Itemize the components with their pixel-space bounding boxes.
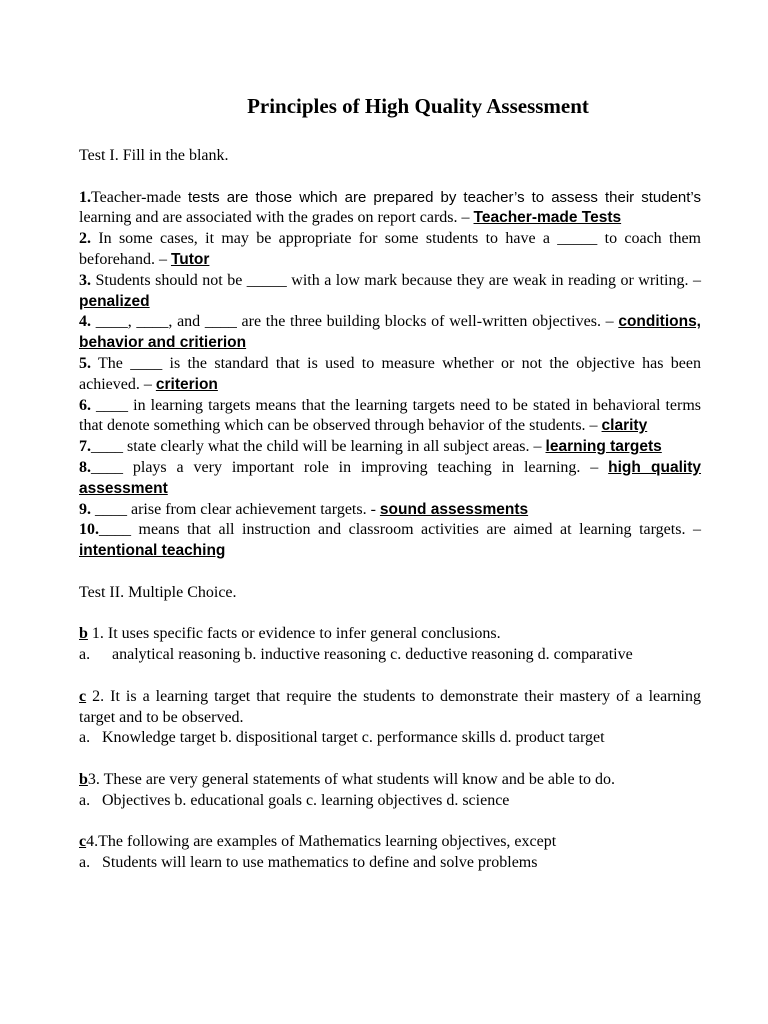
question-stem: b 1. It uses specific facts or evidence to infer general conclusions. — [79, 625, 501, 643]
document-body — [79, 146, 701, 874]
answer: Tutor — [170, 250, 210, 268]
answer: learning targets — [545, 438, 662, 456]
question-stem: b3. These are very general statements of what students will know and be able to do. — [79, 770, 616, 788]
fill-item-4: 4. ____, ____, and ____ are the three building blocks of well-written objectives. – conditions, behavior and critierion — [79, 313, 701, 352]
item-number: 9. — [79, 500, 91, 518]
mc-question-3 — [79, 770, 701, 812]
mc-question-4 — [79, 832, 701, 874]
answer: Teacher-made Tests — [473, 209, 622, 227]
item-number: 4. — [79, 313, 91, 331]
item-number: 6. — [79, 396, 91, 414]
fill-item-1: 1.Teacher-made tests are those which are prepared by teacher’s to assess their student’s learning and are associated with the grades on report cards. – Teacher-made Tests — [79, 188, 701, 227]
answer: sound assessments — [379, 500, 529, 518]
answer: conditions, behavior and critierion — [79, 313, 701, 352]
item-number: 1. — [79, 188, 91, 206]
answer: high quality assessment — [79, 458, 702, 497]
answer-letter: b — [79, 625, 88, 643]
question-options: a. Students will learn to use mathematics to define and solve problems — [79, 854, 538, 872]
item-number: 10. — [79, 521, 99, 539]
test1-heading: Test I. Fill in the blank. — [79, 147, 229, 164]
question-options: a. analytical reasoning b. inductive reasoning c. deductive reasoning d. comparative — [79, 646, 633, 664]
answer: clarity — [601, 417, 648, 435]
answer-letter: c — [79, 687, 87, 705]
fill-item-5: 5. The ____ is the standard that is used to measure whether or not the objective has been achieved. – criterion — [79, 354, 701, 393]
mc-question-2 — [79, 687, 701, 749]
fill-item-8: 8.____ plays a very important role in improving teaching in learning. – high quality assessment — [79, 458, 702, 497]
item-number: 3. — [79, 271, 91, 289]
item-number: 8. — [79, 458, 91, 476]
answer-letter: c — [79, 833, 87, 851]
fill-item-10: 10.____ means that all instruction and classroom activities are aimed at learning targets. – intentional teaching — [79, 521, 701, 560]
test2-heading: Test II. Multiple Choice. — [79, 583, 237, 601]
item-number: 7. — [79, 438, 91, 456]
fill-item-3: 3. Students should not be _____ with a low mark because they are weak in reading or writing. – penalized — [79, 271, 701, 310]
fill-item-7: 7.____ state clearly what the child will be learning in all subject areas. – learning targets — [79, 438, 662, 456]
page-title: Principles of High Quality Assessment — [247, 94, 589, 118]
answer: intentional teaching — [79, 542, 226, 560]
answer: penalized — [79, 292, 150, 310]
item-number: 5. — [79, 354, 91, 372]
answer: criterion — [155, 375, 218, 393]
question-stem: c 2. It is a learning target that require the students to demonstrate their mastery of a learning target and to be observed. — [79, 687, 702, 726]
fill-item-2: 2. In some cases, it may be appropriate for some students to have a _____ to coach them beforehand. – Tutor — [79, 230, 701, 268]
question-stem: c4.The following are examples of Mathematics learning objectives, except — [79, 833, 557, 851]
fill-item-9: 9. ____ arise from clear achievement targets. - sound assessments — [79, 500, 529, 518]
question-options: a. Knowledge target b. dispositional target c. performance skills d. product target — [79, 729, 605, 747]
fill-item-6: 6. ____ in learning targets means that the learning targets need to be stated in behavioral terms that denote something which can be observed through behavior of the students. – clarity — [79, 396, 701, 435]
answer-letter: b — [79, 770, 88, 788]
item-number: 2. — [79, 230, 91, 248]
mc-question-1 — [79, 624, 701, 666]
question-options: a. Objectives b. educational goals c. learning objectives d. science — [79, 791, 510, 809]
